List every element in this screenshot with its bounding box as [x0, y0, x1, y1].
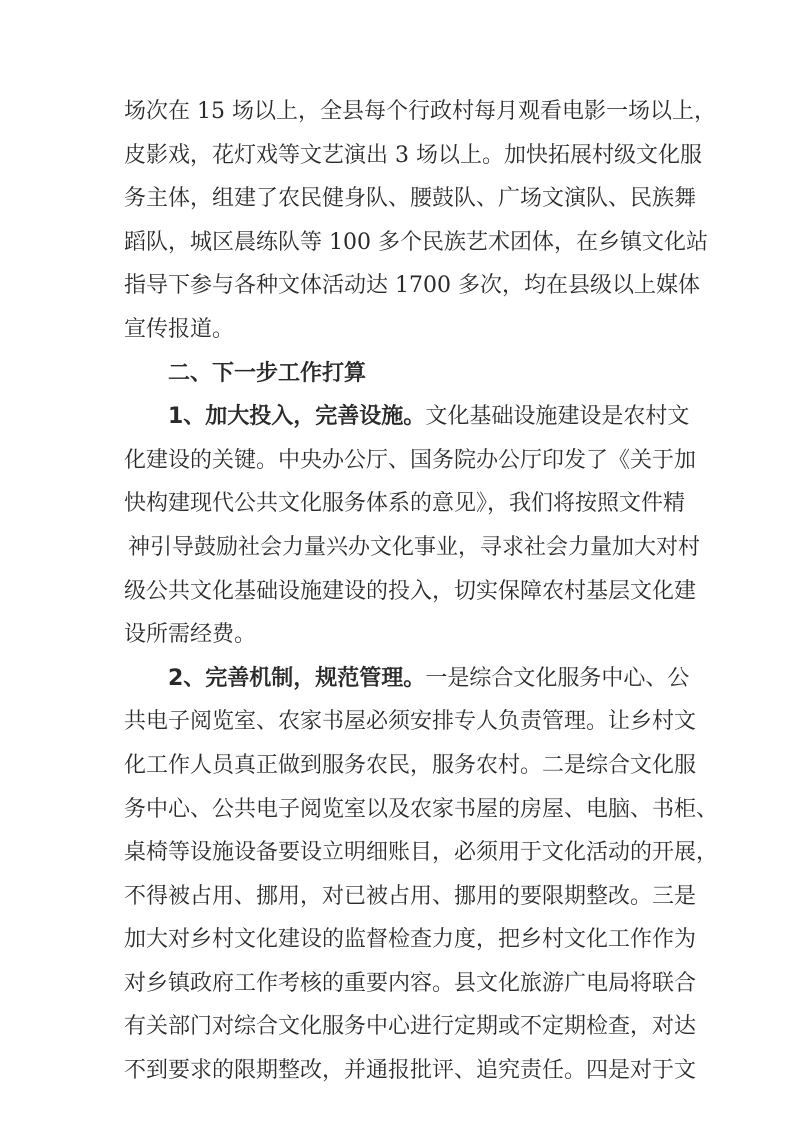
- bold-lead-2: 2、完善机制，规范管理。: [168, 665, 426, 691]
- text-line: 务主体，组建了农民健身队、腰鼓队、广场文演队、民族舞: [124, 186, 697, 212]
- text-line: 共电子阅览室、农家书屋必须安排专人负责管理。让乡村文: [124, 709, 697, 735]
- text-line-lead: [124, 395, 690, 439]
- document-body: [124, 90, 719, 1093]
- text-line: 皮影戏，花灯戏等文艺演出 3 场以上。加快拓展村级文化服: [124, 142, 702, 168]
- paragraph-3: [124, 657, 719, 1093]
- text-line: 快构建现代公共文化服务体系的意见》，我们将按照文件精: [124, 491, 686, 517]
- text-line: 宣传报道。: [124, 316, 235, 342]
- text-line: 有关部门对综合文化服务中心进行定期或不定期检查，对达: [124, 1014, 697, 1040]
- paragraph-1: [124, 90, 716, 352]
- text-line: 神引导鼓励社会力量兴办文化事业，寻求社会力量加大对村: [128, 534, 701, 560]
- text-line: 场次在 15 场以上，全县每个行政村每月观看电影一场以上，: [124, 99, 716, 124]
- lead-rest-1: 文化基础设施建设是农村文: [425, 404, 690, 430]
- text-line: 化工作人员真正做到服务农民，服务农村。二是综合文化服: [124, 752, 697, 778]
- paragraph-2: [124, 395, 701, 657]
- text-line: 不到要求的限期整改，并通报批评、追究责任。四是对于文: [124, 1058, 697, 1084]
- text-line: 加大对乡村文化建设的监督检查力度，把乡村文化工作作为: [124, 927, 697, 953]
- text-line: 化建设的关键。中央办公厅、国务院办公厅印发了《关于加: [124, 447, 697, 473]
- text-line: 设所需经费。: [124, 622, 257, 648]
- text-line: 务中心、公共电子阅览室以及农家书屋的房屋、电脑、书柜、: [124, 796, 719, 822]
- bold-lead-1: 1、加大投入，完善设施。: [168, 404, 426, 430]
- section-heading: 二、下一步工作打算: [168, 360, 367, 386]
- lead-rest-2: 一是综合文化服务中心、公: [425, 665, 690, 691]
- text-line: 对乡镇政府工作考核的重要内容。县文化旅游广电局将联合: [124, 970, 697, 996]
- text-line: 指导下参与各种文体活动达 1700 多次，均在县级以上媒体: [124, 273, 700, 299]
- text-line-lead: [124, 657, 690, 701]
- text-line: 桌椅等设施设备要设立明细账目，必须用于文化活动的开展，: [124, 840, 719, 866]
- text-line: 不得被占用、挪用，对已被占用、挪用的要限期整改。三是: [124, 883, 697, 909]
- text-line: 蹈队，城区晨练队等 100 多个民族艺术团体，在乡镇文化站: [124, 229, 708, 255]
- text-line: 级公共文化基础设施建设的投入，切实保障农村基层文化建: [124, 578, 697, 604]
